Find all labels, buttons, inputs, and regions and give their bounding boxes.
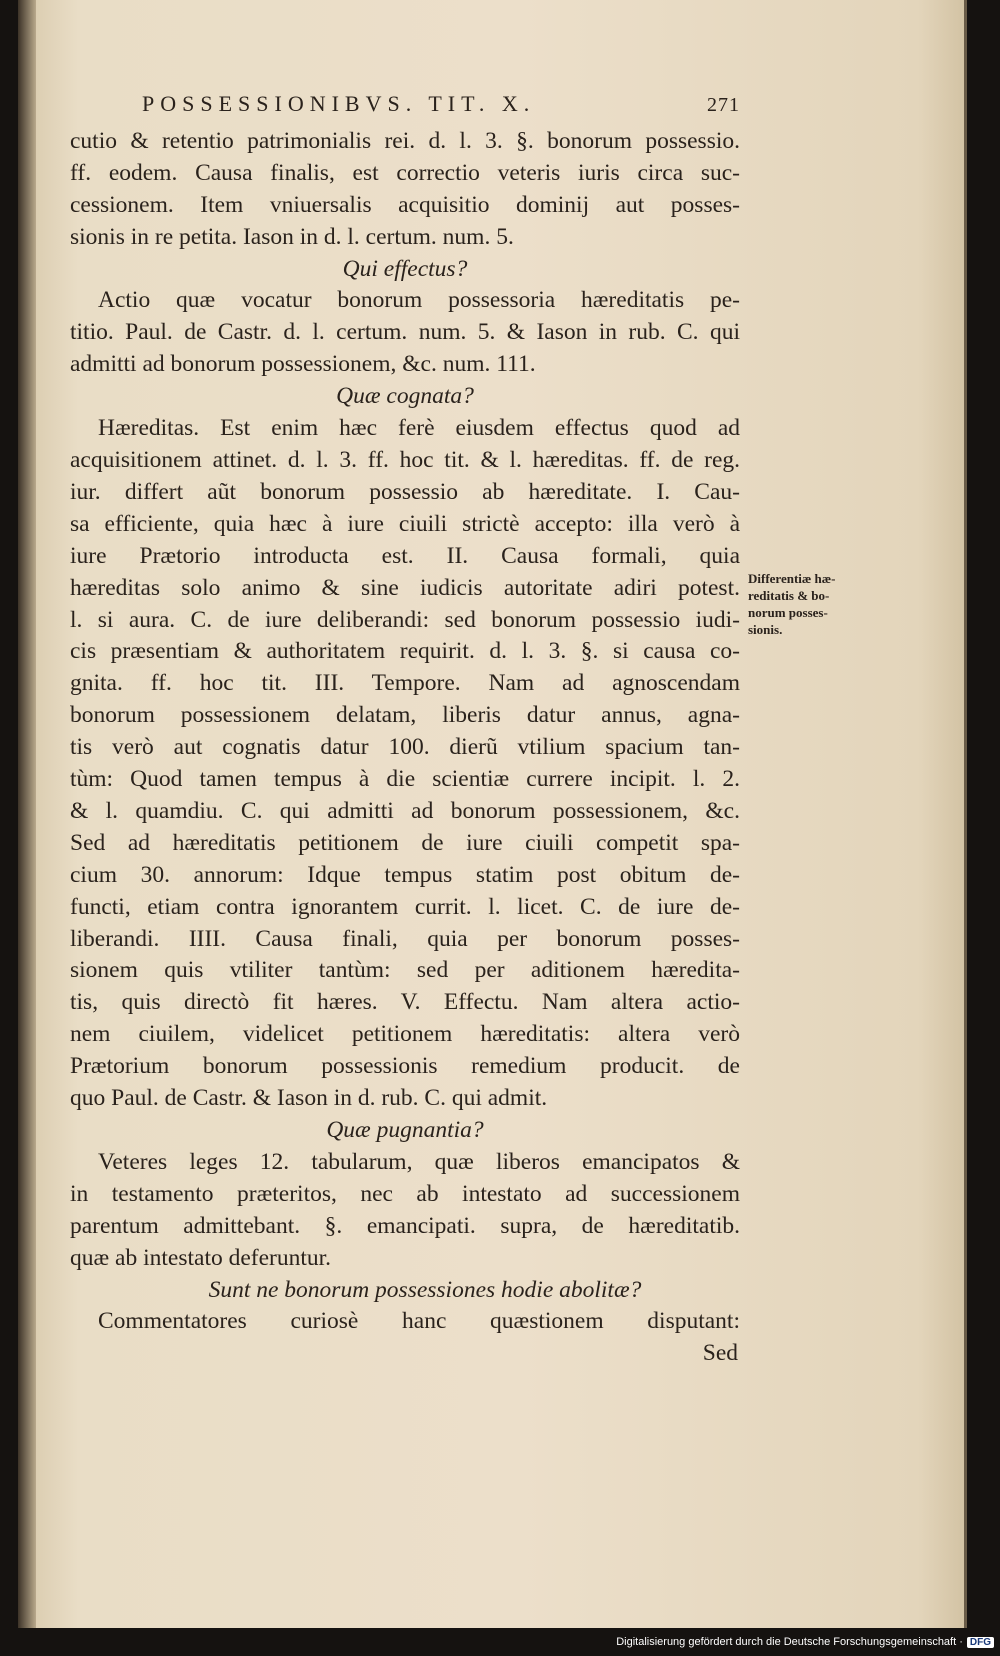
text-line: iure Prætorio introducta est. II. Causa formali, quia <box>70 542 740 569</box>
marginal-line: norum posses- <box>748 605 828 620</box>
text-line: Hæreditas. Est enim hæc ferè eiusdem effectus quod ad <box>98 415 740 442</box>
book-page <box>18 0 967 1628</box>
text-line: liberandi. IIII. Causa finali, quia per bonorum posses- <box>70 925 740 952</box>
text-line: admitti ad bonorum possessionem, &c. num. 111. <box>70 351 536 378</box>
section-heading: Quæ pugnantia? <box>326 1117 484 1143</box>
digitization-footer <box>616 1636 994 1648</box>
marginal-line: sionis. <box>748 622 783 637</box>
paragraph-2 <box>70 285 740 381</box>
footer-credit: Digitalisierung gefördert durch die Deutsche Forschungsgemeinschaft · <box>616 1636 963 1648</box>
section-heading: Sunt ne bonorum possessiones hodie abolitæ? <box>208 1276 642 1303</box>
text-line: ff. eodem. Causa finalis, est correctio veteris iuris circa suc- <box>70 159 740 186</box>
marginal-note <box>748 570 868 638</box>
text-line: acquisitionem attinet. d. l. 3. ff. hoc tit. & l. hæreditas. ff. de reg. <box>70 446 740 473</box>
text-line: l. si aura. C. de iure deliberandi: sed bonorum possessio iudi- <box>70 606 740 633</box>
section-heading: Qui effectus? <box>342 255 468 282</box>
text-line: bonorum possessionem delatam, liberis datur annus, agna- <box>70 702 740 729</box>
text-line: quæ ab intestato deferuntur. <box>70 1244 332 1271</box>
running-header <box>142 88 740 122</box>
text-line: sionis in re petita. Iason in d. l. certum. num. 5. <box>70 223 514 250</box>
text-line: in testamento præteritos, nec ab intestato ad successionem <box>70 1180 740 1207</box>
text-line: nem ciuilem, videlicet petitionem hæreditatis: altera verò <box>70 1021 740 1048</box>
marginal-line: Differentiæ hæ- <box>748 571 836 586</box>
text-line: hæreditas solo animo & sine iudicis autoritate adiri potest. <box>70 574 740 601</box>
text-line: functi, etiam contra ignorantem currit. l. licet. C. de iure de- <box>70 893 740 920</box>
text-line: quo Paul. de Castr. & Iason in d. rub. C. qui admit. <box>70 1085 548 1112</box>
text-line: titio. Paul. de Castr. d. l. certum. num. 5. & Iason in rub. C. qui <box>70 319 740 346</box>
text-line: gnita. ff. hoc tit. III. Tempore. Nam ad agnoscendam <box>70 670 740 697</box>
marginal-line: reditatis & bo- <box>748 588 830 603</box>
page-text-block <box>70 88 740 1370</box>
text-line: cium 30. annorum: Idque tempus statim post obitum de- <box>70 861 740 888</box>
text-line: iur. differt aũt bonorum possessio ab hæreditate. I. Cau- <box>70 478 740 505</box>
paragraph-5 <box>70 1306 740 1338</box>
page-gutter-shadow <box>18 0 36 1628</box>
text-line: tis verò aut cognatis datur 100. dierũ vtilium spacium tan- <box>70 734 740 761</box>
catchword: Sed <box>702 1340 738 1367</box>
paragraph-3 <box>70 413 740 1115</box>
text-line: sa efficiente, quia hæc à iure ciuili strictè accepto: illa verò à <box>70 510 740 537</box>
dfg-logo: DFG <box>967 1637 994 1648</box>
running-title: POSSESSIONIBVS. TIT. X. <box>142 91 536 116</box>
text-line: tùm: Quod tamen tempus à die scientiæ currere incipit. l. 2. <box>70 766 740 793</box>
section-heading: Quæ cognata? <box>336 383 474 410</box>
text-line: Prætorium bonorum possessionis remedium producit. de <box>70 1053 740 1080</box>
text-line: sionem quis vtiliter tantùm: sed per aditionem hæredita- <box>70 957 740 984</box>
text-line: cutio & retentio patrimonialis rei. d. l. 3. §. bonorum possessio. <box>70 127 740 154</box>
text-line: Veteres leges 12. tabularum, quæ liberos emancipatos & <box>98 1148 740 1175</box>
paragraph-1 <box>70 126 740 254</box>
text-line: cessionem. Item vniuersalis acquisitio dominij aut posses- <box>70 191 740 218</box>
text-line: Sed ad hæreditatis petitionem de iure ciuili competit spa- <box>70 829 740 856</box>
paragraph-4 <box>70 1147 740 1275</box>
text-line: & l. quamdiu. C. qui admitti ad bonorum possessionem, &c. <box>70 797 740 824</box>
text-line: cis præsentiam & authoritatem requirit. d. l. 3. §. si causa co- <box>70 638 740 665</box>
text-line: tis, quis directò fit hæres. V. Effectu. Nam altera actio- <box>70 989 740 1016</box>
text-line: parentum admittebant. §. emancipati. supra, de hæreditatib. <box>70 1212 740 1239</box>
text-line: Commentatores curiosè hanc quæstionem disputant: <box>98 1308 740 1335</box>
page-number: 271 <box>707 94 740 116</box>
text-line: Actio quæ vocatur bonorum possessoria hæreditatis pe- <box>98 287 740 314</box>
